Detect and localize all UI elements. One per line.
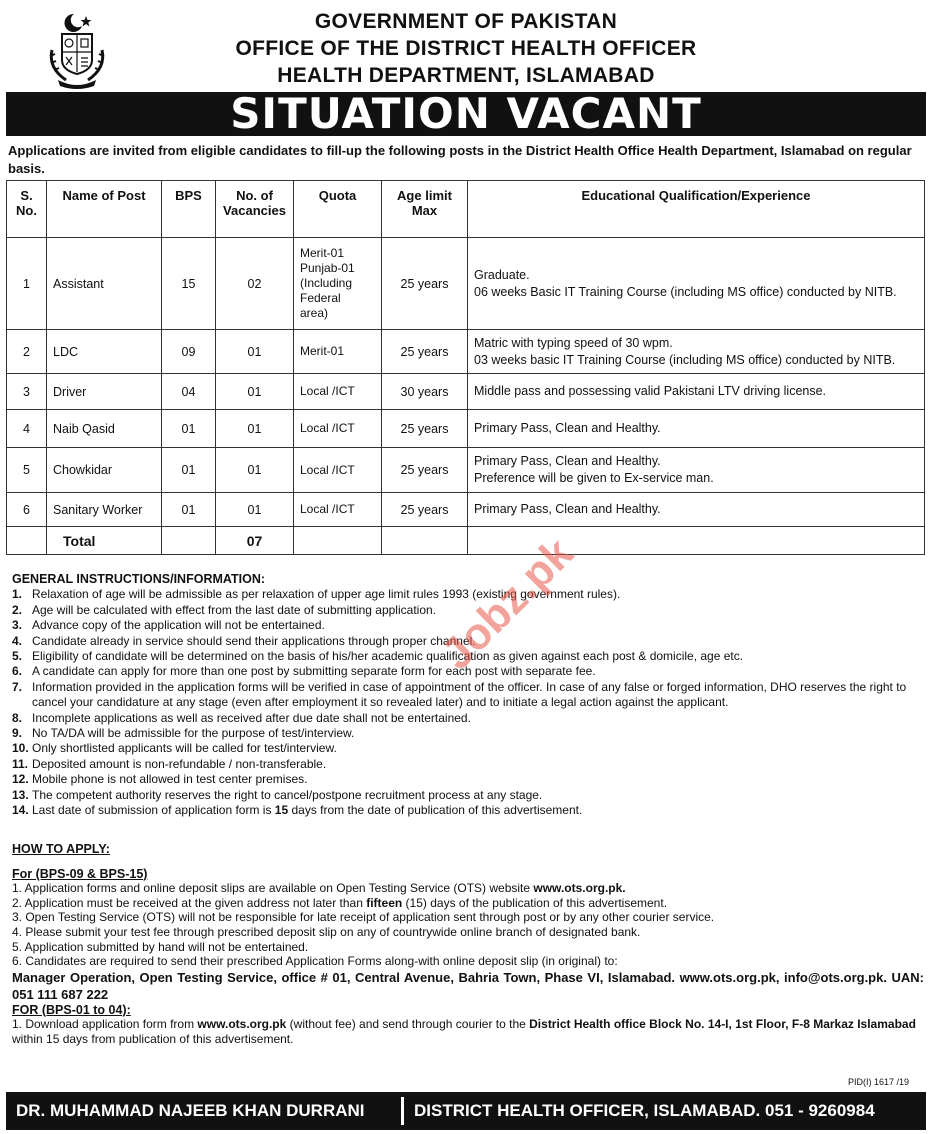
cell-qualification bbox=[468, 493, 925, 527]
cell-age: 30 years bbox=[382, 374, 468, 410]
table-row bbox=[7, 330, 925, 374]
header-line-office: OFFICE OF THE DISTRICT HEALTH OFFICER bbox=[235, 37, 697, 60]
table-row bbox=[7, 410, 925, 448]
header-quota: Quota bbox=[294, 181, 382, 238]
cell-sno: 1 bbox=[7, 238, 47, 330]
table-row bbox=[7, 448, 925, 493]
apply-step: 3. Open Testing Service (OTS) will not be responsible for late receipt of application sent through post or by any other courier service. bbox=[12, 910, 715, 925]
cell-quota bbox=[294, 448, 382, 493]
header-age: Age limit Max bbox=[382, 181, 468, 238]
cell-bps: 01 bbox=[162, 493, 216, 527]
cell-sno: 6 bbox=[7, 493, 47, 527]
cell-vacancies: 01 bbox=[216, 493, 294, 527]
quota-line: Local /ICT bbox=[300, 384, 355, 398]
table-row bbox=[7, 238, 925, 330]
cell-bps: 01 bbox=[162, 410, 216, 448]
apply-step: 1. Application forms and online deposit slips are available on Open Testing Service (OTS) website www.ots.org.pk. bbox=[12, 881, 626, 896]
cell-quota bbox=[294, 374, 382, 410]
header-qualification: Educational Qualification/Experience bbox=[468, 181, 925, 238]
cell-post: Naib Qasid bbox=[47, 410, 162, 448]
instruction-item: 6. A candidate can apply for more than one post by submitting separate form for each post with separate fee. bbox=[12, 664, 596, 679]
cell-bps: 09 bbox=[162, 330, 216, 374]
table-header-row bbox=[7, 181, 925, 238]
ots-address: Manager Operation, Open Testing Service, office # 01, Central Avenue, Bahria Town, Phase VI, Islamabad. www.ots.org.pk, info@ots.org.pk. UAN: 051 111 687 222 bbox=[12, 969, 924, 1002]
cell-vacancies: 02 bbox=[216, 238, 294, 330]
footer-bar bbox=[6, 1092, 926, 1130]
instruction-item: 11. Deposited amount is non-refundable / non-transferable. bbox=[12, 756, 327, 771]
table-row bbox=[7, 493, 925, 527]
dho-address: District Health office Block No. 14-I, 1st Floor, F-8 Markaz Islamabad bbox=[529, 1017, 916, 1032]
how-to-apply-section bbox=[12, 842, 924, 1047]
cell-qualification bbox=[468, 330, 925, 374]
officer-name: DR. MUHAMMAD NAJEEB KHAN DURRANI bbox=[16, 1101, 365, 1120]
cell-age: 25 years bbox=[382, 448, 468, 493]
header-sno: S. No. bbox=[7, 181, 47, 238]
cell-sno: 2 bbox=[7, 330, 47, 374]
cell-age: 25 years bbox=[382, 410, 468, 448]
watermark-text: Jobz.pk bbox=[432, 528, 583, 679]
ots-website-link[interactable]: www.ots.org.pk bbox=[197, 1017, 287, 1032]
header-line-government: GOVERNMENT OF PAKISTAN bbox=[314, 10, 618, 33]
quota-line: Merit-01 bbox=[300, 246, 345, 260]
cell-post: Chowkidar bbox=[47, 448, 162, 493]
instruction-item: 9. No TA/DA will be admissible for the purpose of test/interview. bbox=[12, 726, 355, 741]
cell-bps: 15 bbox=[162, 238, 216, 330]
cell-quota bbox=[294, 238, 382, 330]
total-vacancies: 07 bbox=[216, 527, 294, 555]
situation-vacant-banner: SITUATION VACANT bbox=[6, 92, 926, 136]
vacancies-table bbox=[6, 180, 925, 555]
quota-line: Local /ICT bbox=[300, 462, 355, 477]
quota-line: area) bbox=[300, 306, 329, 320]
cell-age: 25 years bbox=[382, 493, 468, 527]
cell-quota bbox=[294, 410, 382, 448]
qualification-line: Middle pass and possessing valid Pakistani LTV driving license. bbox=[474, 384, 827, 398]
quota-line: Local /ICT bbox=[300, 502, 355, 516]
instruction-item: 3. Advance copy of the application will not be entertained. bbox=[12, 618, 325, 633]
instruction-item: 5. Eligibility of candidate will be determined on the basis of his/her academic qualification as given against each post & domicile, age etc. bbox=[12, 649, 744, 664]
qualification-line: Matric with typing speed of 30 wpm. bbox=[474, 335, 673, 350]
cell-vacancies: 01 bbox=[216, 410, 294, 448]
cell-qualification bbox=[468, 238, 925, 330]
instruction-item: 14. Last date of submission of application form is 15 days from the date of publication of this advertisement. bbox=[12, 803, 583, 818]
qualification-line: Preference will be given to Ex-service man. bbox=[474, 471, 714, 485]
quota-line: Federal bbox=[300, 291, 341, 305]
pid-number: PID(I) 1617 /19 bbox=[847, 1077, 909, 1087]
cell-post: Driver bbox=[47, 374, 162, 410]
general-instructions bbox=[12, 572, 924, 819]
instruction-item: 12. Mobile phone is not allowed in test center premises. bbox=[12, 772, 308, 787]
total-label: Total bbox=[47, 527, 162, 555]
cell-qualification bbox=[468, 410, 925, 448]
cell-post: Assistant bbox=[47, 238, 162, 330]
header-post: Name of Post bbox=[47, 181, 162, 238]
instructions-heading: GENERAL INSTRUCTIONS/INFORMATION: bbox=[12, 572, 266, 586]
header-bps: BPS bbox=[162, 181, 216, 238]
cell-vacancies: 01 bbox=[216, 448, 294, 493]
cell-bps: 04 bbox=[162, 374, 216, 410]
officer-designation: DISTRICT HEALTH OFFICER, ISLAMABAD. 051 - 9260984 bbox=[414, 1101, 875, 1120]
cell-bps: 01 bbox=[162, 448, 216, 493]
quota-line: Local /ICT bbox=[300, 421, 355, 435]
how-to-apply-heading: HOW TO APPLY: bbox=[12, 842, 110, 856]
cell-quota bbox=[294, 330, 382, 374]
group2-item: 1. Download application form from www.ots.org.pk (without fee) and send through courier to the District Health office Block No. 14-I, 1st Floor, F-8 Markaz Islamabad within 15 days from publication of this advertisement. bbox=[12, 1017, 916, 1046]
cell-age: 25 years bbox=[382, 238, 468, 330]
header-line-department: HEALTH DEPARTMENT, ISLAMABAD bbox=[277, 64, 655, 87]
instruction-item: 8. Incomplete applications as well as received after due date shall not be entertained. bbox=[12, 710, 471, 725]
qualification-line: Primary Pass, Clean and Healthy. bbox=[474, 502, 661, 516]
cell-sno: 5 bbox=[7, 448, 47, 493]
instructions-list bbox=[12, 587, 924, 818]
group2-heading: FOR (BPS-01 to 04): bbox=[12, 1002, 131, 1017]
instruction-item: 7. Information provided in the application forms will be verified in case of appointment of the officer. In case of any false or forged information, DHO reserves the right to cancel your candidature at any stage (even after employment it so revealed later) and to initiate a legal action against the applicant. bbox=[12, 679, 907, 710]
instruction-item: 13. The competent authority reserves the right to cancel/postpone recruitment process at any stage. bbox=[12, 787, 543, 802]
instruction-item: 2. Age will be calculated with effect from the last date of submitting application. bbox=[12, 602, 436, 617]
instruction-item: 4. Candidate already in service should send their applications through proper channel. bbox=[12, 633, 476, 648]
qualification-line: Primary Pass, Clean and Healthy. bbox=[474, 421, 661, 435]
qualification-line: 06 weeks Basic IT Training Course (including MS office) conducted by NITB. bbox=[474, 284, 897, 299]
header-titles bbox=[6, 8, 926, 89]
advertisement-header bbox=[6, 4, 926, 92]
apply-step: 2. Application must be received at the given address not later than fifteen (15) days of the publication of this advertisement. bbox=[12, 895, 668, 910]
qualification-line: 03 weeks basic IT Training Course (including MS office) conducted by NITB. bbox=[474, 352, 896, 367]
cell-qualification bbox=[468, 374, 925, 410]
instruction-item: 1. Relaxation of age will be admissible as per relaxation of upper age limit rules 1993 (existing government rules). bbox=[12, 587, 621, 602]
quota-line: (Including bbox=[300, 276, 353, 290]
quota-line: Merit-01 bbox=[300, 344, 345, 358]
group1-list bbox=[12, 881, 924, 969]
cell-quota bbox=[294, 493, 382, 527]
instruction-item: 10. Only shortlisted applicants will be called for test/interview. bbox=[12, 741, 337, 756]
qualification-line: Primary Pass, Clean and Healthy. bbox=[474, 454, 661, 468]
cell-qualification bbox=[468, 448, 925, 493]
apply-step: 6. Candidates are required to send their prescribed Application Forms along-with online deposit slip (in original) to: bbox=[12, 954, 618, 969]
cell-sno: 4 bbox=[7, 410, 47, 448]
intro-paragraph: Applications are invited from eligible candidates to fill-up the following posts in the District Health Office Health Department, Islamabad on regular basis. bbox=[8, 143, 912, 176]
apply-step: 4. Please submit your test fee through prescribed deposit slip on any of countrywide online branch of designated bank. bbox=[12, 924, 641, 939]
group1-heading: For (BPS-09 & BPS-15) bbox=[12, 866, 148, 881]
cell-sno: 3 bbox=[7, 374, 47, 410]
cell-age: 25 years bbox=[382, 330, 468, 374]
cell-vacancies: 01 bbox=[216, 330, 294, 374]
cell-post: LDC bbox=[47, 330, 162, 374]
total-row bbox=[7, 527, 925, 555]
quota-line: Punjab-01 bbox=[300, 261, 355, 275]
table-row bbox=[7, 374, 925, 410]
apply-step: 5. Application submitted by hand will not be entertained. bbox=[12, 939, 309, 954]
header-vacancies: No. of Vacancies bbox=[216, 181, 294, 238]
qualification-line: Graduate. bbox=[474, 267, 530, 282]
cell-vacancies: 01 bbox=[216, 374, 294, 410]
footer-divider bbox=[401, 1097, 404, 1125]
cell-post: Sanitary Worker bbox=[47, 493, 162, 527]
